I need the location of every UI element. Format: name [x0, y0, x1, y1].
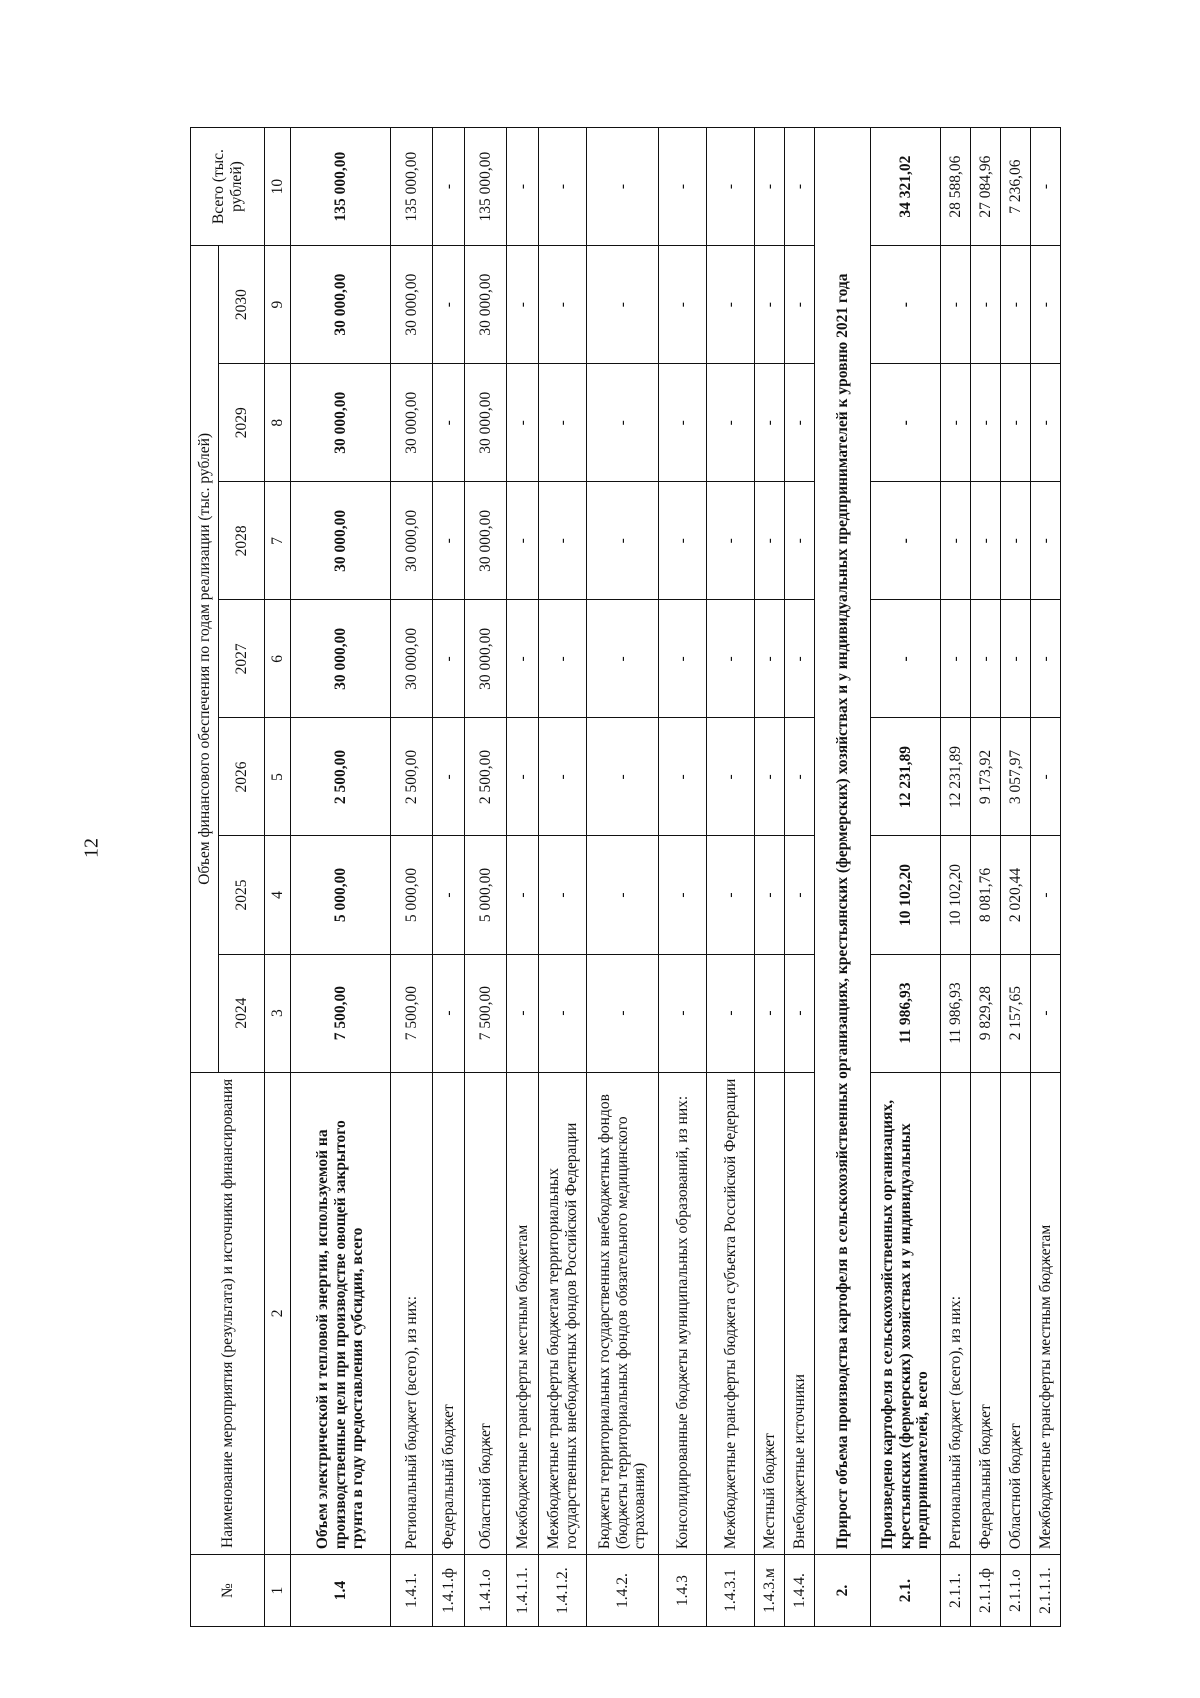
table-row [507, 128, 539, 1627]
row-value: - [785, 836, 815, 954]
row-number: 2.1.1. [941, 1555, 971, 1627]
row-value: - [871, 600, 941, 718]
page-number: 12 [80, 838, 103, 858]
row-value: - [659, 600, 707, 718]
row-value: - [707, 482, 755, 600]
table-row [391, 128, 433, 1627]
row-name: Региональный бюджет (всего), из них: [941, 1072, 971, 1555]
row-value: 5 000,00 [291, 836, 391, 954]
row-value: - [1031, 246, 1061, 364]
row-value: - [1031, 836, 1061, 954]
row-value: - [539, 364, 587, 482]
row-value: 7 500,00 [291, 954, 391, 1072]
header-year: 2027 [219, 600, 265, 718]
column-number: 2 [265, 1072, 291, 1555]
row-value: 30 000,00 [465, 482, 507, 600]
row-value: - [1031, 600, 1061, 718]
header-year: 2028 [219, 482, 265, 600]
section-title: Прирост объема производства картофеля в сельскохозяйственных организациях, крестьянских (фермерских) хозяйствах и у индивидуальных предпринимателей к уровню 2021 года [815, 128, 871, 1555]
row-name: Областной бюджет [1001, 1072, 1031, 1555]
row-value: - [1001, 246, 1031, 364]
row-value: - [941, 246, 971, 364]
row-value: - [707, 836, 755, 954]
row-value: - [755, 364, 785, 482]
row-value: - [507, 600, 539, 718]
row-value: - [507, 836, 539, 954]
row-value: - [587, 836, 659, 954]
header-funding: Объем финансового обеспечения по годам реализации (тыс. рублей) [191, 246, 219, 1073]
row-value: 27 084,96 [971, 128, 1001, 246]
table-row [659, 128, 707, 1627]
table-row [291, 128, 391, 1627]
column-number: 5 [265, 718, 291, 836]
row-value: 30 000,00 [291, 482, 391, 600]
row-value: - [971, 482, 1001, 600]
row-value: - [587, 600, 659, 718]
table-row [941, 128, 971, 1627]
table-row [1001, 128, 1031, 1627]
row-name: Региональный бюджет (всего), из них: [391, 1072, 433, 1555]
row-value: 5 000,00 [465, 836, 507, 954]
row-value: - [433, 128, 465, 246]
row-value: 28 588,06 [941, 128, 971, 246]
row-number: 1.4.1.о [465, 1555, 507, 1627]
row-value: - [1001, 364, 1031, 482]
row-value: - [1031, 482, 1061, 600]
row-value: - [587, 718, 659, 836]
row-value: - [433, 836, 465, 954]
row-value: 2 157,65 [1001, 954, 1031, 1072]
row-value: - [755, 600, 785, 718]
header-total: Всего (тыс. рублей) [191, 128, 265, 246]
row-value: - [507, 718, 539, 836]
row-value: - [539, 128, 587, 246]
row-value: - [539, 836, 587, 954]
row-value: - [587, 364, 659, 482]
row-value: - [1001, 600, 1031, 718]
row-value: - [755, 128, 785, 246]
row-value: - [659, 836, 707, 954]
row-value: - [587, 482, 659, 600]
row-value: - [433, 600, 465, 718]
column-number: 9 [265, 246, 291, 364]
row-value: - [971, 600, 1001, 718]
row-value: 30 000,00 [465, 600, 507, 718]
row-value: - [659, 364, 707, 482]
row-value: - [433, 718, 465, 836]
row-value: - [785, 954, 815, 1072]
row-value: - [971, 364, 1001, 482]
row-value: - [507, 128, 539, 246]
table-body-section-2-header [815, 128, 871, 1627]
row-value: - [785, 246, 815, 364]
row-name: Произведено картофеля в сельскохозяйственных организациях, крестьянских (фермерских) хозяйствах и у индивидуальных предпринимателей, всего [871, 1072, 941, 1555]
row-value: 2 500,00 [391, 718, 433, 836]
row-value: - [507, 246, 539, 364]
table-row [707, 128, 755, 1627]
row-value: - [785, 600, 815, 718]
row-value: - [707, 600, 755, 718]
row-number: 1.4.3.м [755, 1555, 785, 1627]
row-value: - [941, 364, 971, 482]
header-year: 2025 [219, 836, 265, 954]
row-value: - [659, 482, 707, 600]
row-value: 30 000,00 [465, 364, 507, 482]
row-value: 7 500,00 [465, 954, 507, 1072]
header-year: 2030 [219, 246, 265, 364]
row-name: Федеральный бюджет [971, 1072, 1001, 1555]
row-value: - [587, 128, 659, 246]
row-number: 1.4.3 [659, 1555, 707, 1627]
row-value: - [871, 482, 941, 600]
row-name: Межбюджетные трансферты местным бюджетам [1031, 1072, 1061, 1555]
table-row [433, 128, 465, 1627]
row-number: 1.4.4. [785, 1555, 815, 1627]
table-row [971, 128, 1001, 1627]
row-value: 10 102,20 [941, 836, 971, 954]
row-value: - [707, 954, 755, 1072]
row-value: 30 000,00 [391, 600, 433, 718]
row-value: - [707, 718, 755, 836]
row-value: - [539, 954, 587, 1072]
column-number: 1 [265, 1555, 291, 1627]
table-row [1031, 128, 1061, 1627]
row-value: - [539, 482, 587, 600]
row-value: 10 102,20 [871, 836, 941, 954]
row-value: - [1031, 954, 1061, 1072]
row-value: - [659, 718, 707, 836]
row-value: - [539, 246, 587, 364]
row-value: 8 081,76 [971, 836, 1001, 954]
table-row [755, 128, 785, 1627]
row-value: 30 000,00 [291, 364, 391, 482]
row-value: - [785, 128, 815, 246]
row-value: - [539, 600, 587, 718]
column-number: 4 [265, 836, 291, 954]
row-value: - [707, 246, 755, 364]
row-value: 2 500,00 [291, 718, 391, 836]
row-value: - [755, 718, 785, 836]
row-value: - [507, 482, 539, 600]
column-number: 3 [265, 954, 291, 1072]
row-number: 1.4.1.2. [539, 1555, 587, 1627]
table-body-section-1 [291, 128, 815, 1627]
table-row [785, 128, 815, 1627]
row-value: 11 986,93 [941, 954, 971, 1072]
row-value: - [587, 246, 659, 364]
row-value: 30 000,00 [465, 246, 507, 364]
row-value: - [433, 246, 465, 364]
row-value: 7 500,00 [391, 954, 433, 1072]
table-row [871, 128, 941, 1627]
row-value: 11 986,93 [871, 954, 941, 1072]
row-value: 7 236,06 [1001, 128, 1031, 246]
row-value: 34 321,02 [871, 128, 941, 246]
row-name: Межбюджетные трансферты местным бюджетам [507, 1072, 539, 1555]
row-value: 30 000,00 [291, 246, 391, 364]
row-value: - [755, 482, 785, 600]
row-value: - [941, 600, 971, 718]
row-value: 9 829,28 [971, 954, 1001, 1072]
row-value: - [707, 364, 755, 482]
row-number: 1.4.3.1 [707, 1555, 755, 1627]
row-value: - [1001, 482, 1031, 600]
row-number: 1.4 [291, 1555, 391, 1627]
header-year: 2024 [219, 954, 265, 1072]
row-value: 12 231,89 [941, 718, 971, 836]
row-value: 9 173,92 [971, 718, 1001, 836]
row-name: Объем электрической и тепловой энергии, используемой на производственные цели при производстве овощей закрытого грунта в году предоставления субсидии, всего [291, 1072, 391, 1555]
row-number: 1.4.2. [587, 1555, 659, 1627]
row-number: 1.4.1.1. [507, 1555, 539, 1627]
row-value: 135 000,00 [391, 128, 433, 246]
row-name: Межбюджетные трансферты бюджета субъекта Российской Федерации [707, 1072, 755, 1555]
row-name: Бюджеты территориальных государственных внебюджетных фондов (бюджеты территориальных фондов обязательного медицинского страхования) [587, 1072, 659, 1555]
header-year: 2026 [219, 718, 265, 836]
row-value: - [659, 954, 707, 1072]
header-name: Наименование мероприятия (результата) и источники финансирования [191, 1072, 265, 1555]
row-value: 12 231,89 [871, 718, 941, 836]
row-name: Федеральный бюджет [433, 1072, 465, 1555]
row-number: 2.1.1.о [1001, 1555, 1031, 1627]
row-value: 3 057,97 [1001, 718, 1031, 836]
row-value: 30 000,00 [391, 482, 433, 600]
row-value: - [539, 718, 587, 836]
row-value: 5 000,00 [391, 836, 433, 954]
row-value: 2 500,00 [465, 718, 507, 836]
row-value: - [1031, 364, 1061, 482]
table-row [587, 128, 659, 1627]
row-name: Внебюджетные источники [785, 1072, 815, 1555]
row-value: - [433, 364, 465, 482]
row-value: - [755, 954, 785, 1072]
row-value: - [659, 128, 707, 246]
row-value: - [433, 954, 465, 1072]
row-value: - [507, 954, 539, 1072]
row-number: 2.1.1.ф [971, 1555, 1001, 1627]
row-name: Межбюджетные трансферты бюджетам территориальных государственных внебюджетных фондов Российской Федерации [539, 1072, 587, 1555]
row-name: Консолидированные бюджеты муниципальных образований, из них: [659, 1072, 707, 1555]
row-value: - [755, 246, 785, 364]
row-value: - [785, 364, 815, 482]
row-value: - [659, 246, 707, 364]
row-value: 135 000,00 [465, 128, 507, 246]
header-year: 2029 [219, 364, 265, 482]
row-value: - [971, 246, 1001, 364]
table-row [465, 128, 507, 1627]
table-row [539, 128, 587, 1627]
row-number: 1.4.1. [391, 1555, 433, 1627]
row-value: - [871, 246, 941, 364]
row-value: - [785, 482, 815, 600]
column-number: 8 [265, 364, 291, 482]
row-value: 30 000,00 [391, 246, 433, 364]
row-number: 1.4.1.ф [433, 1555, 465, 1627]
row-value: 2 020,44 [1001, 836, 1031, 954]
row-value: 30 000,00 [291, 600, 391, 718]
section-number: 2. [815, 1555, 871, 1627]
row-value: - [433, 482, 465, 600]
header-no: № [191, 1555, 265, 1627]
row-value: - [707, 128, 755, 246]
row-value: 135 000,00 [291, 128, 391, 246]
row-value: - [941, 482, 971, 600]
row-value: - [871, 364, 941, 482]
budget-table [190, 127, 1061, 1627]
row-value: - [1031, 128, 1061, 246]
row-number: 2.1.1.1. [1031, 1555, 1061, 1627]
column-number: 6 [265, 600, 291, 718]
table-body-section-2 [871, 128, 1061, 1627]
row-value: - [507, 364, 539, 482]
column-number: 7 [265, 482, 291, 600]
column-number: 10 [265, 128, 291, 246]
row-value: - [1031, 718, 1061, 836]
row-value: - [785, 718, 815, 836]
budget-table-rotated [190, 127, 1070, 1627]
row-number: 2.1. [871, 1555, 941, 1627]
row-name: Местный бюджет [755, 1072, 785, 1555]
row-name: Областной бюджет [465, 1072, 507, 1555]
row-value: 30 000,00 [391, 364, 433, 482]
row-value: - [755, 836, 785, 954]
row-value: - [587, 954, 659, 1072]
